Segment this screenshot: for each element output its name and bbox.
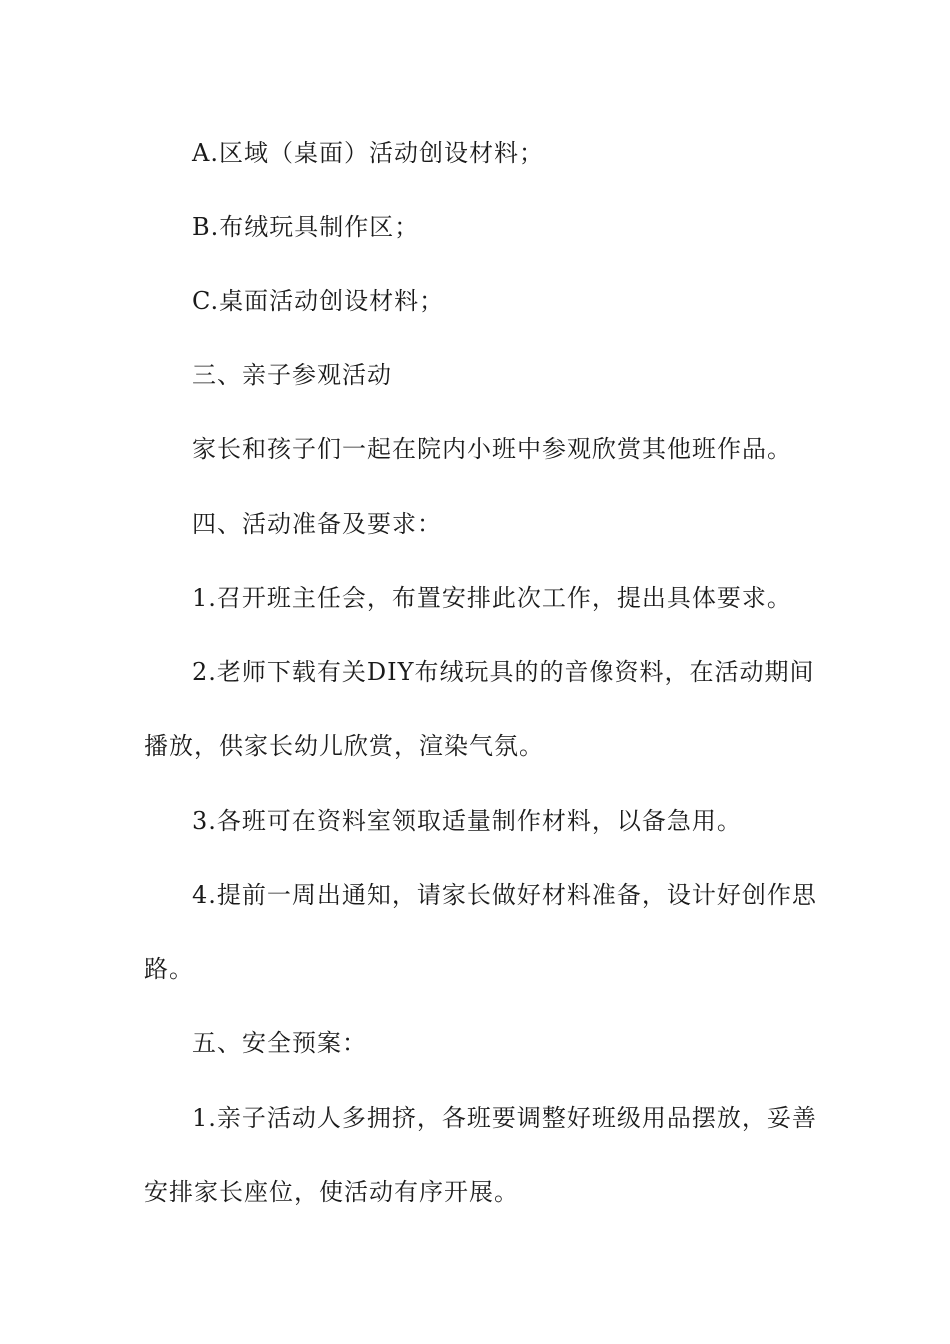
list-item-4-continued: 路。 [144, 955, 194, 983]
list-item-1: 1.召开班主任会，布置安排此次工作，提出具体要求。 [192, 584, 792, 612]
list-item-2-continued: 播放，供家长幼儿欣赏，渲染气氛。 [144, 732, 544, 760]
list-item-4: 4.提前一周出通知，请家长做好材料准备，设计好创作思 [192, 881, 817, 909]
list-item-a: A.区域（桌面）活动创设材料； [192, 139, 544, 167]
list-item-3: 3.各班可在资料室领取适量制作材料，以备急用。 [192, 807, 742, 835]
section-heading-3: 三、亲子参观活动 [192, 361, 392, 389]
section-heading-4: 四、活动准备及要求： [192, 510, 442, 538]
safety-item-1: 1.亲子活动人多拥挤，各班要调整好班级用品摆放，妥善 [192, 1104, 817, 1132]
list-item-b: B.布绒玩具制作区； [192, 213, 420, 241]
paragraph: 家长和孩子们一起在院内小班中参观欣赏其他班作品。 [192, 435, 792, 463]
safety-item-1-continued: 安排家长座位，使活动有序开展。 [144, 1178, 519, 1206]
list-item-c: C.桌面活动创设材料； [192, 287, 445, 315]
list-item-2: 2.老师下载有关DIY布绒玩具的的音像资料，在活动期间 [192, 658, 815, 686]
section-heading-5: 五、安全预案： [192, 1029, 367, 1057]
